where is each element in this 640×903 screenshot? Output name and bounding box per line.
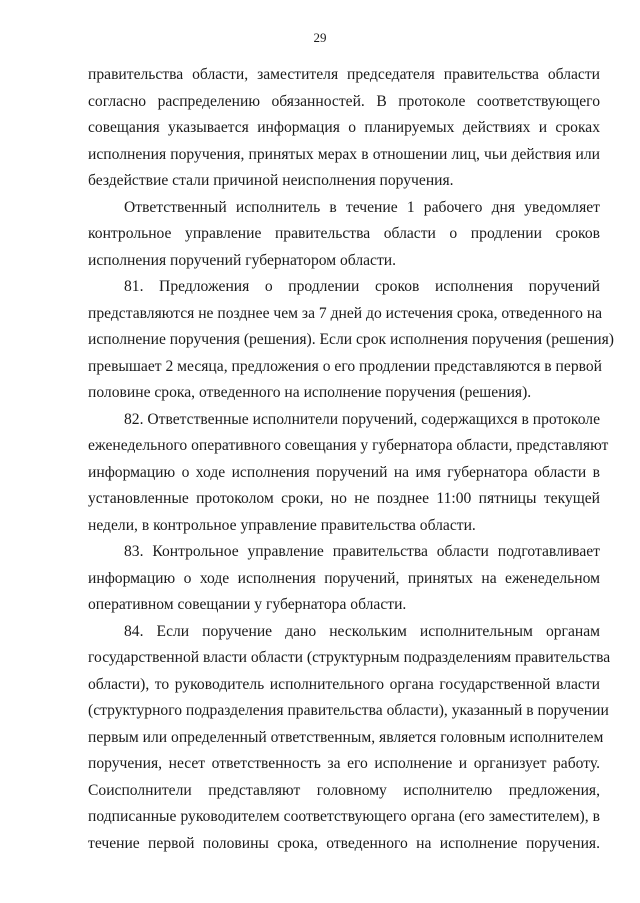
- paragraph-82: [88, 407, 609, 540]
- text-line: исполнение поручения (решения). Если срок исполнения поручения (решения): [88, 331, 614, 348]
- text-line: информацию о ходе исполнения поручений на имя губернатора области в: [88, 463, 600, 481]
- text-line: согласно распределению обязанностей. В протоколе соответствующего: [88, 92, 600, 110]
- text-line: области), то руководитель исполнительного органа государственной власти: [88, 675, 600, 693]
- text-line: первым или определенный ответственным, является головным исполнителем: [88, 728, 604, 746]
- text-line: информацию о ходе исполнения поручений, принятых на еженедельном: [88, 569, 600, 587]
- text-line: совещания указывается информация о планируемых действиях и сроках: [88, 119, 600, 136]
- text-line: исполнения поручений губернатором области.: [88, 251, 397, 269]
- text-line: превышает 2 месяца, предложения о его продлении представляются в первой: [88, 357, 603, 375]
- text-line: поручения, несет ответственность за его исполнение и организует работу.: [88, 755, 600, 772]
- text-line: контрольное управление правительства области о продлении сроков: [88, 225, 600, 242]
- page-number: 29: [313, 30, 327, 45]
- paragraph-83: [88, 539, 600, 619]
- text-line: представляются не позднее чем за 7 дней до истечения срока, отведенного на: [88, 304, 603, 322]
- paragraph-81: [88, 274, 614, 407]
- text-line: оперативном совещании у губернатора области.: [88, 596, 407, 613]
- text-line: еженедельного оперативного совещания у губернатора области, представляют: [88, 437, 609, 454]
- paragraph-continuation: [88, 62, 600, 195]
- text-line: государственной власти области (структурным подразделениям правительства: [88, 649, 611, 666]
- text-line: подписанные руководителем соответствующего органа (его заместителем), в: [88, 808, 600, 825]
- text-line: Соисполнители представляют головному исполнителю предложения,: [88, 781, 600, 799]
- text-line: Ответственный исполнитель в течение 1 рабочего дня уведомляет: [124, 198, 600, 216]
- text-line: 82. Ответственные исполнители поручений, содержащихся в протоколе: [124, 410, 600, 428]
- paragraph-responsible-executor: [88, 195, 600, 275]
- text-line: 84. Если поручение дано нескольким исполнительным органам: [124, 622, 600, 640]
- text-line: (структурного подразделения правительства области), указанный в поручении: [88, 702, 609, 719]
- text-line: недели, в контрольное управление правительства области.: [88, 516, 476, 534]
- paragraph-84: [88, 619, 611, 858]
- document-body: [88, 62, 614, 857]
- text-line: бездействие стали причиной неисполнения поручения.: [88, 172, 454, 189]
- text-line: течение первой половины срока, отведенного на исполнение поручения.: [88, 834, 600, 852]
- text-line: половине срока, отведенного на исполнение поручения (решения).: [88, 384, 532, 401]
- text-line: правительства области, заместителя председателя правительства области: [88, 66, 600, 83]
- text-line: 81. Предложения о продлении сроков исполнения поручений: [124, 278, 600, 295]
- text-line: исполнения поручения, принятых мерах в отношении лиц, чьи действия или: [88, 145, 600, 163]
- text-line: 83. Контрольное управление правительства области подготавливает: [124, 543, 600, 560]
- text-line: установленные протоколом сроки, но не позднее 11:00 пятницы текущей: [88, 490, 600, 507]
